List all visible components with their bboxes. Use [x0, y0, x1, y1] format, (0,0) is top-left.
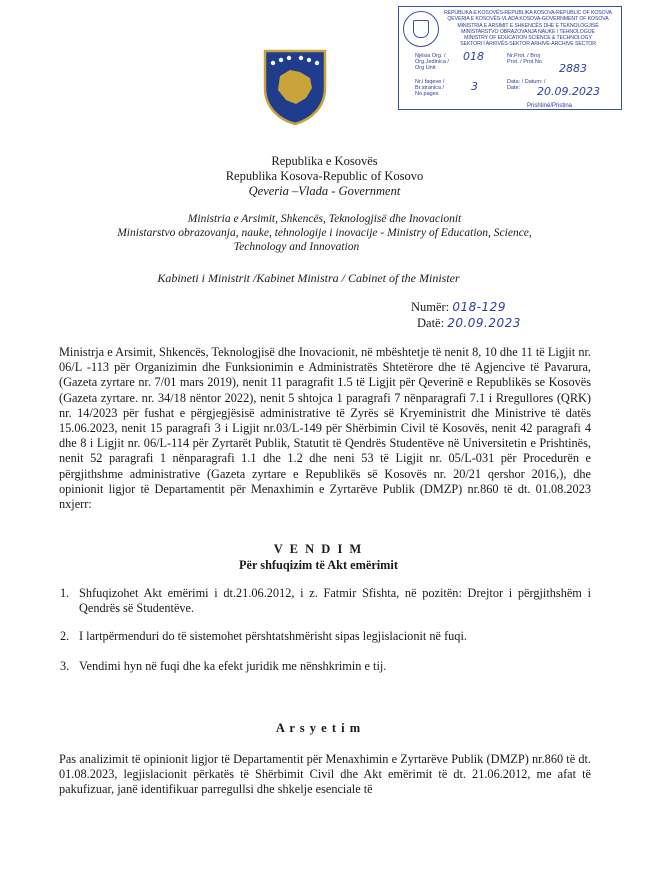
stamp-seal-icon: [403, 11, 439, 47]
stamp-org-value: 018: [463, 50, 484, 63]
ministry-name-sq: Ministria e Arsimit, Shkencës, Teknologjisë dhe Inovacionit: [187, 213, 462, 225]
reference-number-label: Numër:: [411, 300, 450, 314]
stamp-date-value: 20.09.2023: [537, 85, 600, 98]
decision-item-number: 3.: [60, 659, 70, 673]
stamp-header: REPUBLIKA E KOSOVËS-REPUBLIKA KOSOVA-REPUBLIC OF KOSOVA QEVERIA E KOSOVËS-VLADA KOSOVA-GOVERNMENT OF KOSOVA MINISTRIA E ARSIMIT E SHKENCËS DHE E TEKNOLOGJISË MINISTARSTVO OBRAZOVANJA NAUKE I TEHNOLOGIJE MINISTRY OF EDUCATION SCIENCE & TECHNOLOGY SEKTORI I ARKIVËS-SEKTOR ARHIVE-ARCHIVE SECTOR: [444, 10, 612, 48]
stamp-prot-value: 2883: [559, 62, 587, 75]
header-government: Qeveria –Vlada - Government: [248, 184, 401, 198]
stamp-org-label: Njësia Org. / Org.Jedinica / Org Unit: [415, 53, 449, 71]
decision-item-number: 1.: [60, 586, 70, 600]
header-republic: Republika e Kosovës: [271, 154, 378, 168]
preamble-paragraph: Ministrja e Arsimit, Shkencës, Teknologjisë dhe Inovacionit, në mbështetje të nenit 8, 10 dhe 11 të Ligjit nr. 06/L -113 për Organizimin dhe Funksionimin e Administratës Shtetërore dhe të Agjencive të Pavarura, (Gazeta zyrtare nr. 7/01 mars 2019), nenit 11 paragrafit 1.5 të Ligjit për Qeverinë e Republikës se Kosovës (Gazeta zyrtare. nr. 34/18 nëntor 2022), nenit 5 shtojca 1 paragrafi 7 nënparagrafi 7.1 i Rregullores (QRK) nr. 14/2023 për fushat e përgjegjësisë administrative të Zyrës së Kryeministrit dhe Ministrive të datës 15.06.2023, nenit 15 paragrafi 3 i Ligjit nr.03/L-149 për Shërbimin Civil të Kosovës, nenit 42 paragrafi 4 dhe 8 i Ligjit nr. 06/L-114 për Zyrtarët Publik, Statutit të Qendrës Studentëve në Universitetin e Prishtinës, nenit 52 paragrafi 1 nënparagrafi 1.1 dhe 1.2 dhe neni 53 të Ligjit nr. 05/L-031 për Procedurën e përgjithshme administrative (Gazeta zyrtare e Republikës së Kosovës nr. 20/21 qershor 2016,), dhe opinionit ligjor të Departamentit për Menaxhimin e Zyrtarëve Publik (DMZP) nr.860 të dt. 01.08.2023 nxjerr:: [59, 345, 591, 512]
kosovo-emblem-icon: [262, 48, 328, 126]
reference-number: [411, 300, 506, 315]
decision-item-3: Vendimi hyn në fuqi dhe ka efekt juridik me nënshkrimin e tij.: [79, 659, 387, 673]
reference-date-label: Datë:: [417, 316, 445, 330]
reference-number-value: 018-129: [452, 300, 506, 314]
reasoning-title: A r s y e t i m: [275, 721, 362, 735]
reference-date-value: 20.09.2023: [447, 316, 521, 330]
stamp-prot-label: Nr.Prot. / Broj Prot. / Prot.No: [507, 53, 542, 65]
decision-item-1: Shfuqizohet Akt emërimi i dt.21.06.2012, i z. Fatmir Sfishta, në pozitën: Drejtor i përgjithshëm i Qendrës së Studentëve.: [79, 586, 591, 616]
reference-date: [417, 316, 521, 331]
decision-subtitle: Për shfuqizim të Akt emërimit: [239, 558, 398, 572]
stamp-footer: Prishtinë/Pristina: [527, 103, 573, 109]
cabinet-title: Kabineti i Ministrit /Kabinet Ministra / Cabinet of the Minister: [157, 271, 460, 285]
decision-item-2: I lartpërmenduri do të sistemohet përshtatshmërisht sipas legjislacionit në fuqi.: [79, 629, 467, 643]
registry-stamp: [398, 6, 622, 110]
stamp-pages-label: Nr.i faqeve / Br.stranica / No.pages: [415, 79, 445, 97]
ministry-name-sr-en: Ministarstvo obrazovanja, nauke, tehnologije i inovacije - Ministry of Education, Science,: [117, 227, 532, 239]
ministry-name-en-cont: Technology and Innovation: [233, 241, 360, 253]
decision-item-number: 2.: [60, 629, 70, 643]
reasoning-paragraph: Pas analizimit të opinionit ligjor të Departamentit për Menaxhimin e Zyrtarëve Publik (DMZP) nr.860 të dt. 01.08.2023, legjislacionit përkatës të Shërbimit Civil dhe Akt emërimit të dt. 21.06.2012, me afat të pakufizuar, janë identifikuar parregullsi dhe shkelje esenciale të: [59, 752, 591, 797]
header-republic-multilingual: Republika Kosova-Republic of Kosovo: [225, 169, 424, 183]
stamp-pages-value: 3: [471, 80, 478, 93]
stamp-date-label: Data: / Datum: / Date:: [507, 79, 546, 91]
decision-title: V E N D I M: [273, 542, 364, 556]
